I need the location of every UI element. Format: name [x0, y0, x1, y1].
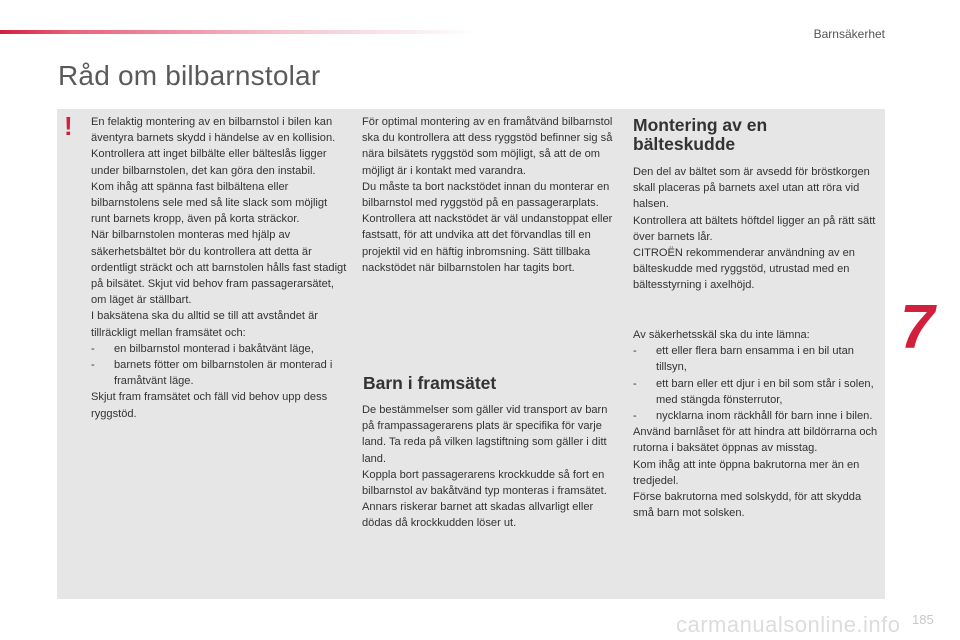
list-item: - ett eller flera barn ensamma i en bil utan tillsyn,: [633, 343, 883, 375]
paragraph: Den del av bältet som är avsedd för bröstkorgen skall placeras på barnets axel utan att röra vid halsen.: [633, 166, 870, 211]
page-title: Råd om bilbarnstolar: [58, 60, 321, 91]
paragraph: Annars riskerar barnet att skadas allvarligt eller dödas då krockkudden löser ut.: [362, 501, 594, 530]
warning-icon: !: [64, 111, 73, 141]
header-accent-bar: [0, 30, 480, 34]
page-number: 185: [912, 612, 934, 627]
montering-section: [633, 164, 883, 294]
list-item: - en bilbarnstol monterad i bakåtvänt läge,: [91, 341, 347, 357]
paragraph: Du måste ta bort nackstödet innan du monterar en bilbarnstol med ryggstöd på en passagerarplats.: [362, 180, 610, 210]
bullet-list: [633, 343, 883, 424]
paragraph: En felaktig montering av en bilbarnstol i bilen kan äventyra barnets skydd i händelse av en kollision.: [91, 116, 336, 145]
watermark: carmanualsonline.info: [676, 612, 901, 637]
paragraph: Kontrollera att inget bilbälte eller bälteslås ligger under bilbarnstolen, det kan göra den instabil.: [91, 148, 327, 177]
section-heading-barn: Barn i framsätet: [363, 373, 497, 393]
chapter-number: 7: [900, 293, 935, 362]
paragraph: Koppla bort passagerarens krockkudde så fort en bilbarnstol av bakåtvänd typ monteras i framsätet.: [362, 468, 607, 498]
paragraph: Kom ihåg att spänna fast bilbältena eller bilbarnstolens sele med så lite slack som möjligt runt barnets kropp, även på korta sträckor.: [91, 180, 328, 226]
paragraph: Kontrollera att nackstödet är väl undanstoppat eller fastsatt, för att undvika att det förvandlas till en projektil vid en häftig inbromsning. Sätt tillbaka nackstödet när bilbarnstolen har tagits bort.: [362, 213, 613, 274]
paragraph: Av säkerhetsskäl ska du inte lämna:: [633, 329, 810, 341]
section-name: Barnsäkerhet: [813, 27, 885, 41]
paragraph: Kontrollera att bältets höftdel ligger an på rätt sätt över barnets lår.: [633, 214, 876, 243]
list-item: - ett barn eller ett djur i en bil som står i solen, med stängda fönsterrutor,: [633, 376, 883, 408]
warning-column: [91, 114, 347, 422]
middle-column: [362, 114, 616, 276]
paragraph: CITROËN rekommenderar användning av en bälteskudde med ryggstöd, utrustad med en bältesstyrning i axelhöjd.: [633, 247, 855, 292]
paragraph: De bestämmelser som gäller vid transport av barn på frampassagerarens plats är specifika för varje land. Ta reda på vilken lagstiftning som gäller i ditt land.: [362, 404, 608, 465]
list-item: - nycklarna inom räckhåll för barn inne i bilen.: [633, 408, 883, 424]
paragraph: I baksätena ska du alltid se till att avståndet är tillräckligt mellan framsätet och:: [91, 310, 318, 339]
section-heading-montering: Montering av en bälteskudde: [633, 115, 768, 154]
paragraph: Skjut fram framsätet och fäll vid behov upp dess ryggstöd.: [91, 391, 328, 420]
barn-section: [362, 402, 616, 532]
paragraph: Använd barnlåset för att hindra att bildörrarna och rutorna i baksätet öppnas av misstag.: [633, 426, 878, 455]
paragraph: Kom ihåg att inte öppna bakrutorna mer än en tredjedel.: [633, 458, 860, 487]
paragraph: Förse bakrutorna med solskydd, för att skydda små barn mot solsken.: [633, 491, 862, 520]
paragraph: När bilbarnstolen monteras med hjälp av säkerhetsbältet bör du kontrollera att detta är ordentligt sträckt och att barnstolen hålls fast stadigt på bilsätet. Skjut vid behov fram passagerarsätet, om läget är ställbart.: [91, 229, 347, 307]
bullet-list: [91, 341, 347, 390]
list-item: - barnets fötter om bilbarnstolen är monterad i framåtvänt läge.: [91, 357, 347, 389]
safety-section: [633, 327, 883, 521]
paragraph: För optimal montering av en framåtvänd bilbarnstol ska du kontrollera att dess ryggstöd befinner sig så nära bilsätets ryggstöd som möjligt, så att de om möjligt är i kontakt med varandra.: [362, 116, 613, 177]
